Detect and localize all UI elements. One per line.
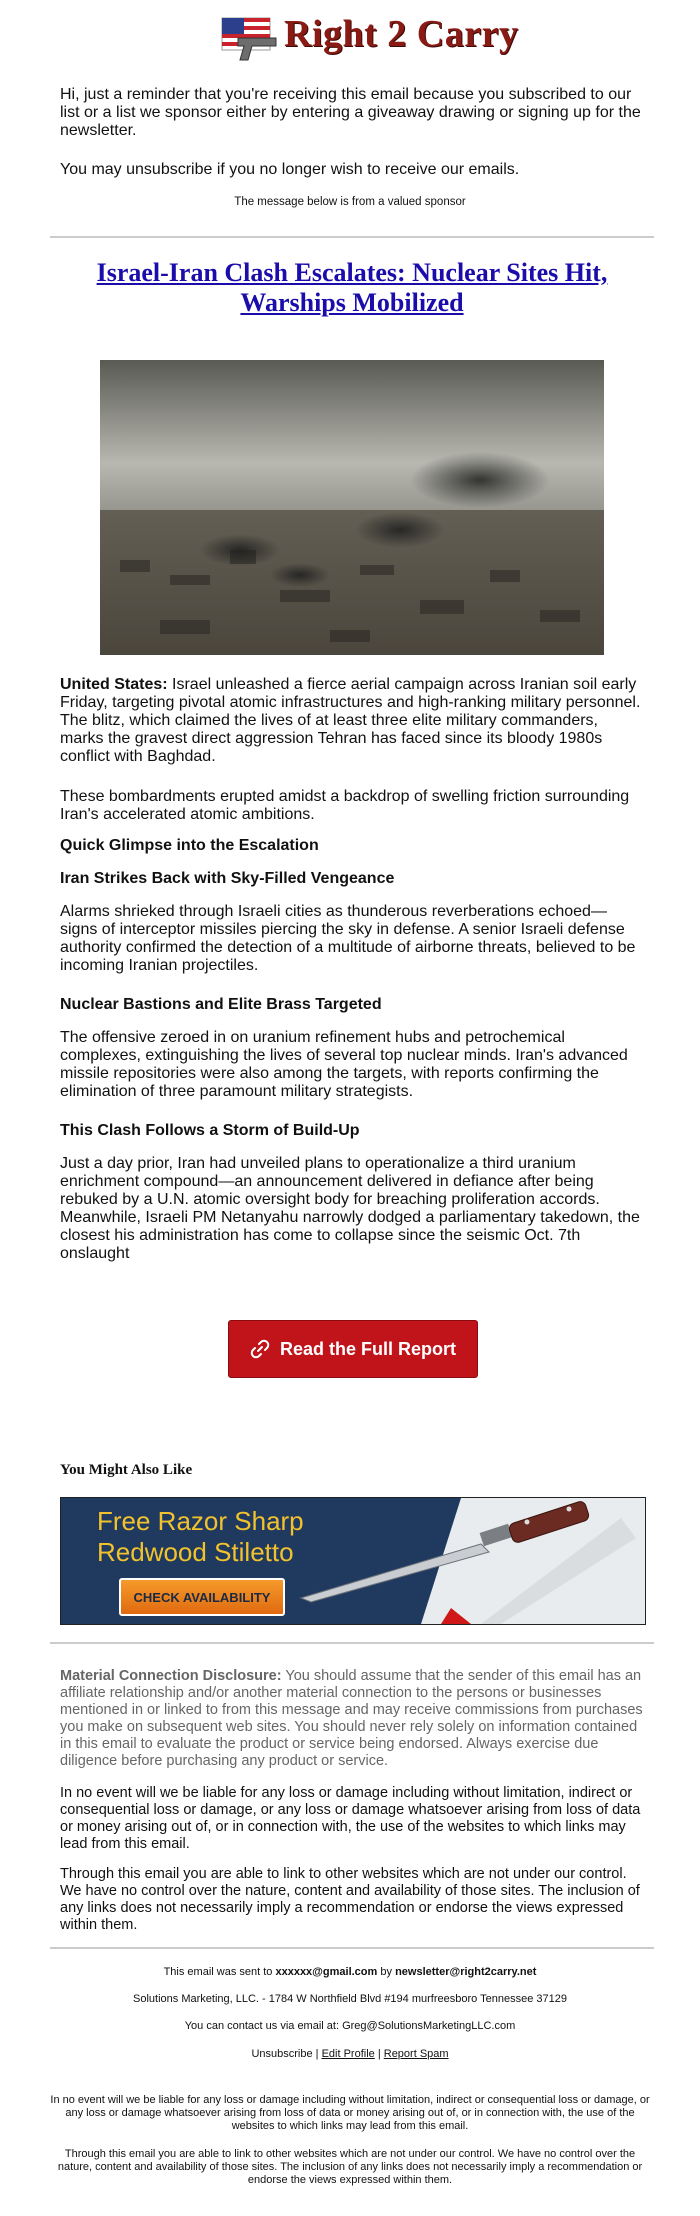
banner-title: Free Razor Sharp Redwood Stiletto (97, 1506, 304, 1567)
sent-to-line: This email was sent to xxxxxx@gmail.com by newsletter@right2carry.net (163, 1966, 537, 1978)
edit-profile-link[interactable]: Edit Profile (321, 2048, 375, 2060)
footer-liability: In no event will we be liable for any loss or damage including without limitation, indirect or consequential loss or damage, or any loss or damage whatsoever arising from loss of data or money arising out of, or in connection with, the use of the websites to which links may lead from this email. (50, 2094, 650, 2132)
hero-image[interactable] (100, 360, 604, 655)
sponsor-note: The message below is from a valued sponsor (234, 196, 466, 208)
sender-email: newsletter@right2carry.net (395, 1966, 537, 1978)
report-spam-link[interactable]: Report Spam (383, 2048, 449, 2060)
section-heading-strikes: Iran Strikes Back with Sky-Filled Vengeance (60, 870, 395, 887)
check-availability-button[interactable]: CHECK AVAILABILITY (119, 1578, 285, 1616)
stiletto-ad-banner[interactable] (60, 1497, 646, 1625)
paragraph-1-text: Israel unleashed a fierce aerial campaign across Iranian soil early Friday, targeting pivotal atomic infrastructures and high-ranking military personnel. The blitz, which claimed the lives of at least three elite military commanders, marks the gravest direct aggression Tehran has faced since its bloody 1980s conflict with Baghdad. (60, 676, 641, 765)
divider (50, 1642, 654, 1644)
brand-logo[interactable] (218, 8, 519, 70)
article-paragraph-1 (60, 676, 644, 766)
disclosure-text: You should assume that the sender of this email has an affiliate relationship and/or another material connection to the persons or businesses mentioned in or linked to from this message and may receive commissions from purchases you make on subsequent web sites. You should never rely solely on information contained in this email to evaluate the product or service being endorsed. Always exercise due diligence before purchasing any product or service. (60, 1668, 643, 1769)
contact-line: You can contact us via email at: Greg@SolutionsMarketingLLC.com (184, 2020, 516, 2032)
external-links-disclaimer: Through this email you are able to link to other websites which are not under our control. We have no control over the nature, content and availability of those sites. The inclusion of any links does not necessarily imply a recommendation or endorse the views expressed within them. (60, 1866, 640, 1933)
liability-disclaimer: In no event will we be liable for any loss or damage including without limitation, indirect or consequential loss or damage, or any loss or damage whatsoever arising from loss of data or money arising out of, or in connection with, the use of the websites to which links may lead from this email. (60, 1785, 641, 1852)
also-like-heading: You Might Also Like (60, 1462, 193, 1478)
article-headline[interactable]: Israel-Iran Clash Escalates: Nuclear Sites Hit, Warships Mobilized (96, 258, 608, 317)
article-paragraph-4: The offensive zeroed in on uranium refinement hubs and petrochemical complexes, extinguishing the lives of several top nuclear minds. Iran's advanced missile repositories were also among the targets, with reports confirming the elimination of three paramount military strategists. (60, 1029, 628, 1100)
unsubscribe-note: You may unsubscribe if you no longer wish to receive our emails. (60, 161, 520, 178)
divider (50, 236, 654, 238)
read-full-report-label: Read the Full Report (279, 1338, 456, 1359)
read-full-report-button[interactable] (228, 1320, 478, 1378)
footer-links-disclaimer: Through this email you are able to link to other websites which are not under our control. We have no control over the nature, content and availability of those sites. The inclusion of any links does not necessarily imply a recommendation or endorse the views expressed within them. (57, 2148, 643, 2186)
intro-reminder: Hi, just a reminder that you're receiving this email because you subscribed to our list or a list we sponsor either by entering a giveaway drawing or signing up for the newsletter. (60, 86, 641, 139)
recipient-email: xxxxxx@gmail.com (275, 1966, 378, 1978)
divider (50, 1947, 654, 1949)
footer-links: Unsubscribe | Edit Profile | Report Spam (251, 2048, 449, 2060)
disclosure-label: Material Connection Disclosure: (60, 1668, 282, 1684)
article-paragraph-5: Just a day prior, Iran had unveiled plans to operationalize a third uranium enrichment compound—an announcement delivered in defiance after being rebuked by a U.N. atomic oversight body for breaching proliferation accords. Meanwhile, Israeli PM Netanyahu narrowly dodged a parliamentary takedown, the closest his administration has come to collapse since the seismic Oct. 7th onslaught (60, 1155, 640, 1262)
dateline: United States: (60, 676, 168, 693)
section-heading-glimpse: Quick Glimpse into the Escalation (60, 837, 319, 854)
brand-name: Right 2 Carry (284, 13, 519, 55)
flag-gun-icon (218, 8, 282, 68)
article-paragraph-2: These bombardments erupted amidst a backdrop of swelling friction surrounding Iran's accelerated atomic ambitions. (60, 788, 630, 823)
article-paragraph-3: Alarms shrieked through Israeli cities as thunderous reverberations echoed—signs of interceptor missiles piercing the sky in defense. A senior Israeli defense authority confirmed the detection of a multitude of airborne threats, believed to be incoming Iranian projectiles. (60, 903, 636, 974)
section-heading-bastions: Nuclear Bastions and Elite Brass Targeted (60, 996, 382, 1013)
material-disclosure (60, 1668, 644, 1770)
postal-address: Solutions Marketing, LLC. - 1784 W Northfield Blvd #194 murfreesboro Tennessee 37129 (133, 1993, 567, 2005)
section-heading-buildup: This Clash Follows a Storm of Build-Up (60, 1122, 360, 1139)
unsubscribe-link[interactable]: Unsubscribe (251, 2048, 313, 2060)
link-icon (250, 1339, 270, 1359)
